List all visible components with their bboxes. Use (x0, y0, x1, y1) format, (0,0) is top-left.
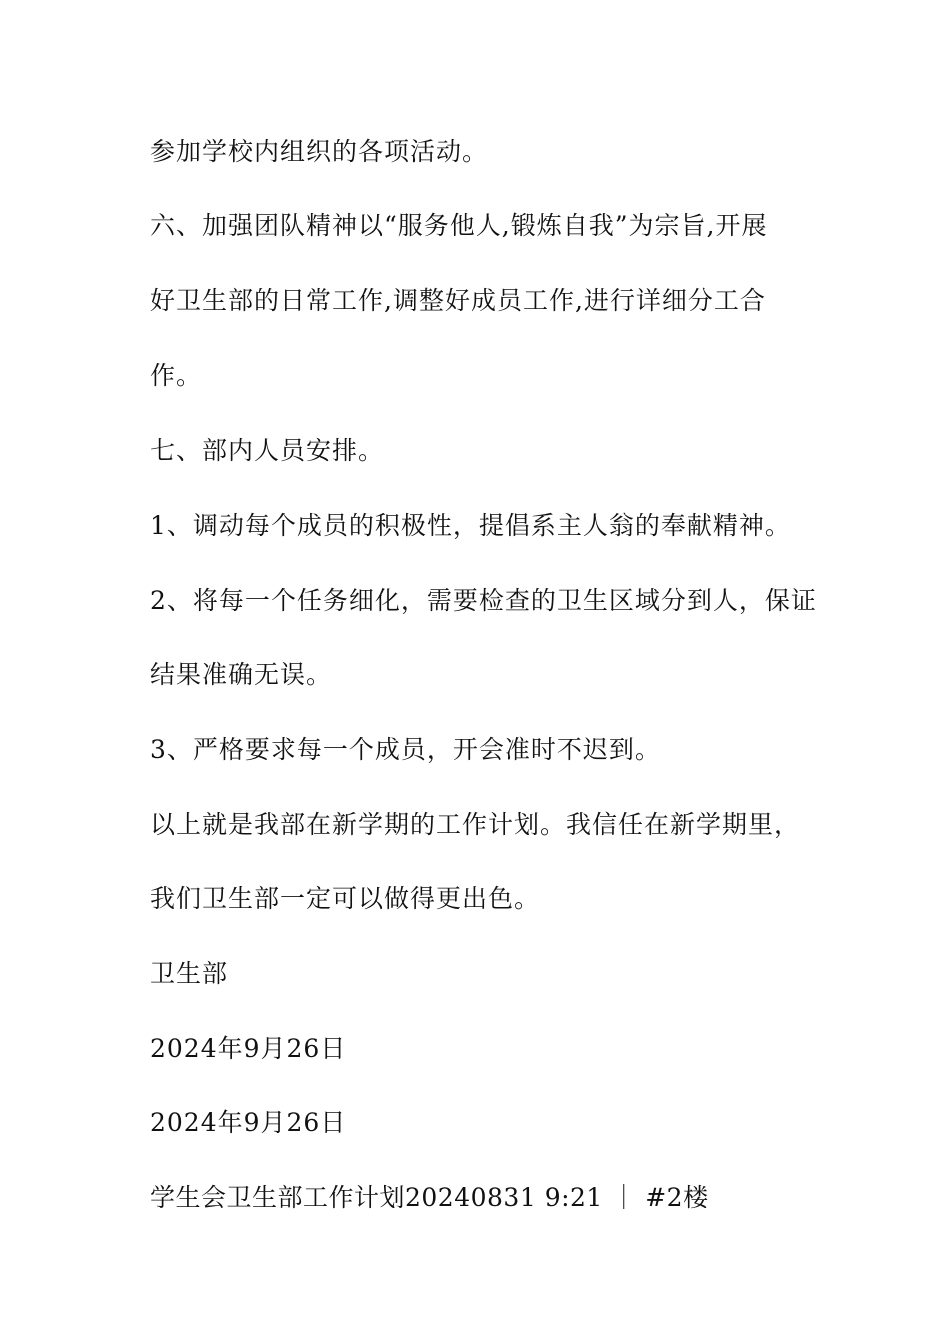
section-seven-heading: 七、部内人员安排。 (150, 436, 385, 465)
paragraph-section-six-line-2: 好卫生部的日常工作,调整好成员工作,进行详细分工合 (150, 286, 766, 315)
list-item-2-line-1: 2、将每一个任务细化，需要检查的卫生区域分到人，保证 (150, 586, 817, 615)
signature-date-1: 2024年9月26日 (150, 1034, 347, 1063)
paragraph-activities: 参加学校内组织的各项活动。 (150, 137, 489, 166)
paragraph-section-six-line-1: 六、加强团队精神以“服务他人,锻炼自我”为宗旨,开展 (150, 211, 768, 240)
conclusion-line-2: 我们卫生部一定可以做得更出色。 (150, 884, 541, 913)
document-footer-title: 学生会卫生部工作计划20240831 9:21 ｜ #2楼 (150, 1183, 709, 1212)
conclusion-line-1: 以上就是我部在新学期的工作计划。我信任在新学期里， (150, 810, 801, 839)
signature-department: 卫生部 (150, 959, 229, 988)
list-item-1: 1、调动每个成员的积极性，提倡系主人翁的奉献精神。 (150, 511, 791, 540)
signature-date-2: 2024年9月26日 (150, 1108, 347, 1137)
paragraph-section-six-line-3: 作。 (150, 361, 203, 390)
list-item-2-line-2: 结果准确无误。 (150, 660, 333, 689)
list-item-3: 3、严格要求每一个成员，开会准时不迟到。 (150, 735, 661, 764)
